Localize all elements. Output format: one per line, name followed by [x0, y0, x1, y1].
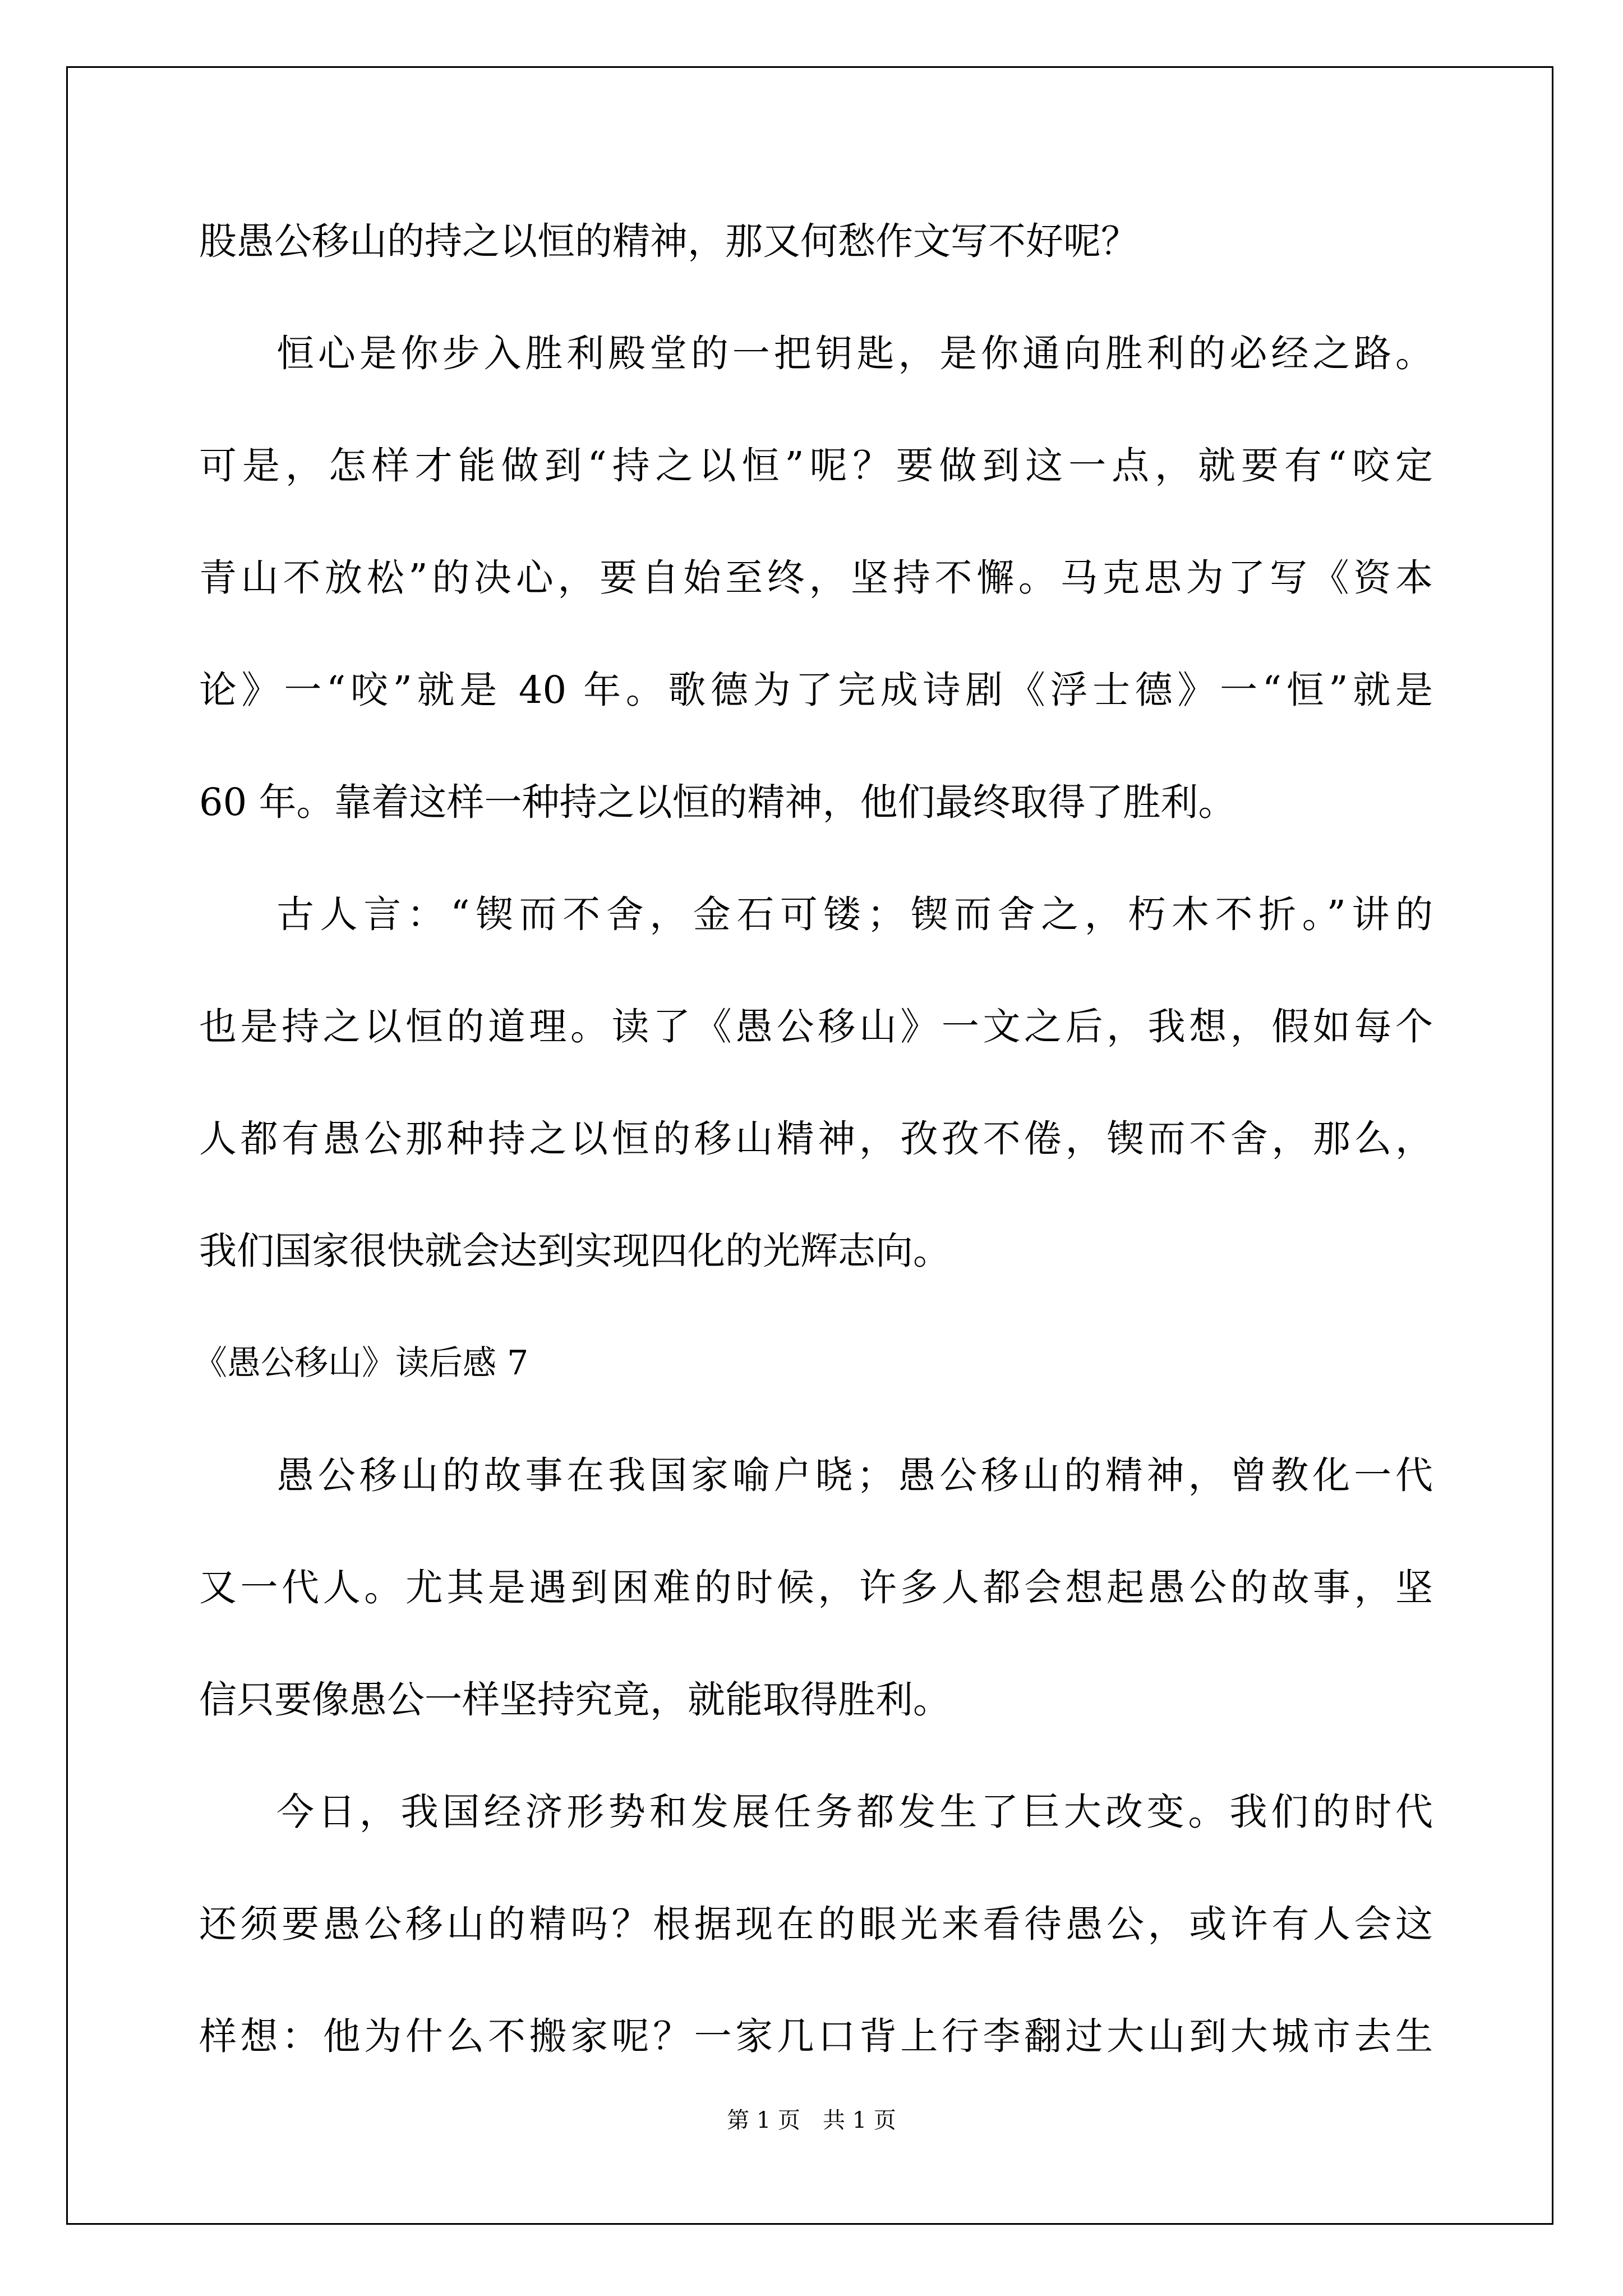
page-footer	[0, 2104, 1623, 2137]
text-line: 青山不放松”的决心，要自始至终，坚持不懈。马克思为了写《资本	[199, 556, 1433, 600]
text-line: 古人言：“锲而不舍，金石可镂；锲而舍之，朽木不折。”讲的	[276, 892, 1433, 936]
text-line: 可是，怎样才能做到“持之以恒”呢？要做到这一点，就要有“咬定	[199, 444, 1433, 487]
text-line: 又一代人。尤其是遇到困难的时候，许多人都会想起愚公的故事，坚	[199, 1566, 1433, 1609]
text-line: 愚公移山的故事在我国家喻户晓；愚公移山的精神，曾教化一代	[276, 1453, 1433, 1497]
text-line: 论》一“咬”就是 40 年。歌德为了完成诗剧《浮士德》一“恒”就是	[199, 668, 1433, 712]
page-number: 第 1 页	[727, 2108, 800, 2133]
text-line: 也是持之以恒的道理。读了《愚公移山》一文之后，我想，假如每个	[199, 1005, 1433, 1048]
text-line: 60 年。靠着这样一种持之以恒的精神，他们最终取得了胜利。	[199, 780, 1236, 824]
text-line: 我们国家很快就会达到实现四化的光辉志向。	[199, 1229, 951, 1273]
text-line: 信只要像愚公一样坚持究竟，就能取得胜利。	[199, 1678, 951, 1722]
text-line: 还须要愚公移山的精吗？根据现在的眼光来看待愚公，或许有人会这	[199, 1902, 1433, 1946]
text-line: 股愚公移山的持之以恒的精神，那又何愁作文写不好呢？	[199, 219, 1138, 263]
total-pages: 共 1 页	[823, 2108, 896, 2133]
text-line: 恒心是你步入胜利殿堂的一把钥匙，是你通向胜利的必经之路。	[276, 332, 1433, 375]
text-line: 人都有愚公那种持之以恒的移山精神，孜孜不倦，锲而不舍，那么，	[199, 1117, 1433, 1161]
text-line: 样想：他为什么不搬家呢？一家几口背上行李翻过大山到大城市去生	[199, 2014, 1433, 2058]
section-heading: 《愚公移山》读后感 7	[193, 1343, 529, 1383]
text-line: 今日，我国经济形势和发展任务都发生了巨大改变。我们的时代	[276, 1790, 1433, 1834]
